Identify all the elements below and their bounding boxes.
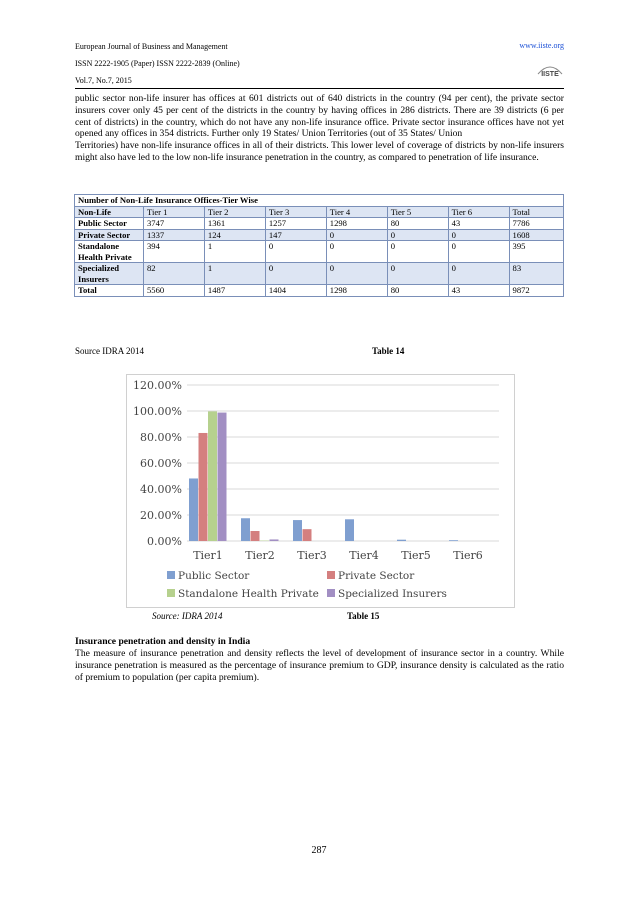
journal-title: European Journal of Business and Management — [75, 42, 228, 51]
table-cell: 1337 — [144, 229, 205, 241]
y-tick-label: 0.00% — [147, 535, 182, 548]
table-cell: 5560 — [144, 285, 205, 297]
table-header-cell: Non-Life — [75, 206, 144, 218]
table-header-cell: Tier 6 — [448, 206, 509, 218]
x-tick-label: Tier5 — [401, 549, 431, 562]
table-header-cell: Tier 5 — [387, 206, 448, 218]
table-14-source: Source IDRA 2014 — [75, 346, 144, 356]
table-row — [75, 263, 564, 285]
chart-source: Source: IDRA 2014 — [152, 611, 223, 621]
table-cell: 0 — [448, 229, 509, 241]
row-label: Standalone Health Private — [75, 241, 144, 263]
table-cell: 9872 — [509, 285, 563, 297]
table-cell: 0 — [265, 241, 326, 263]
table-cell: 80 — [387, 218, 448, 230]
journal-volume: Vol.7, No.7, 2015 — [75, 76, 132, 85]
header-rule — [75, 88, 564, 89]
journal-header — [75, 41, 240, 87]
table-cell: 0 — [387, 229, 448, 241]
x-tick-label: Tier6 — [453, 549, 483, 562]
table-row-total — [75, 285, 564, 297]
bar — [270, 539, 279, 541]
table-cell: 1 — [204, 241, 265, 263]
logo-text: IISTE — [541, 71, 559, 78]
table-cell: 82 — [144, 263, 205, 285]
bar — [208, 411, 217, 541]
y-tick-label: 80.00% — [140, 431, 182, 444]
y-tick-label: 60.00% — [140, 457, 182, 470]
table-row — [75, 241, 564, 263]
x-tick-label: Tier1 — [193, 549, 223, 562]
table-cell: 1298 — [326, 218, 387, 230]
section-body: The measure of insurance penetration and density reflects the level of development of insurance sector in a country. While insurance penetration is measured as the percentage of insurance premium to GDP, insurance density is calculated as the ratio of premium to population (per capita premium). — [75, 648, 564, 683]
table-cell: 124 — [204, 229, 265, 241]
legend-swatch — [327, 571, 335, 579]
legend-swatch — [167, 571, 175, 579]
table-cell: 395 — [509, 241, 563, 263]
table-cell: 0 — [326, 263, 387, 285]
iiste-logo — [536, 60, 564, 78]
table-cell: 83 — [509, 263, 563, 285]
section-heading: Insurance penetration and density in India — [75, 636, 251, 647]
page-number: 287 — [311, 845, 327, 856]
y-tick-label: 20.00% — [140, 509, 182, 522]
legend-swatch — [327, 589, 335, 597]
table-cell: 0 — [326, 229, 387, 241]
table-title: Number of Non-Life Insurance Offices-Tier Wise — [75, 195, 564, 207]
chart-caption: Table 15 — [347, 611, 380, 621]
table-cell: 0 — [448, 263, 509, 285]
table-cell: 147 — [265, 229, 326, 241]
journal-url-link[interactable]: www.iiste.org — [519, 41, 564, 50]
table-cell: 43 — [448, 218, 509, 230]
table-cell: 1361 — [204, 218, 265, 230]
bar — [251, 531, 260, 541]
row-label: Public Sector — [75, 218, 144, 230]
table-row — [75, 218, 564, 230]
bar — [218, 413, 227, 541]
legend-label: Private Sector — [338, 570, 415, 582]
table-14-caption: Table 14 — [372, 346, 405, 356]
table-cell: 0 — [387, 241, 448, 263]
table-cell: 7786 — [509, 218, 563, 230]
bar — [397, 540, 406, 541]
table-cell: 0 — [326, 241, 387, 263]
bar — [189, 478, 198, 541]
table-cell: 1298 — [326, 285, 387, 297]
legend-label: Public Sector — [178, 570, 250, 582]
y-tick-label: 40.00% — [140, 483, 182, 496]
table-cell: 0 — [448, 241, 509, 263]
bar — [449, 540, 458, 541]
y-tick-label: 120.00% — [133, 379, 182, 392]
bar — [345, 519, 354, 541]
journal-issn: ISSN 2222-1905 (Paper) ISSN 2222-2839 (Online) — [75, 59, 240, 68]
table-header-cell: Tier 1 — [144, 206, 205, 218]
bar — [293, 520, 302, 541]
chart-frame — [126, 374, 515, 608]
table-cell: 1487 — [204, 285, 265, 297]
x-tick-label: Tier2 — [245, 549, 275, 562]
table-cell: 1 — [204, 263, 265, 285]
intro-text — [75, 93, 564, 164]
y-tick-label: 100.00% — [133, 405, 182, 418]
bar-chart — [127, 375, 514, 607]
x-tick-label: Tier4 — [349, 549, 379, 562]
row-label: Private Sector — [75, 229, 144, 241]
intro-paragraph-2: Territories) have non-life insurance offices in all of their districts. This lower level of coverage of districts by non-life insurers might also have led to the low non-life insurance penetration in the country, as compared to penetration of life insurance. — [75, 140, 564, 163]
table-header-cell: Tier 4 — [326, 206, 387, 218]
legend-label: Standalone Health Private — [178, 588, 319, 600]
table-cell: 3747 — [144, 218, 205, 230]
table-cell: 43 — [448, 285, 509, 297]
intro-paragraph-1: public sector non-life insurer has offices at 601 districts out of 640 districts in the country (94 per cent), the private sector insurers cover only 45 per cent of the districts in the country by having offices in 286 districts. There are 39 districts (6 per cent of districts) in the country, which do not have any non-life insurance office. Private sector insurance offices have not yet opened any offices in 354 districts. Further only 19 States/ Union Territories (out of 35 States/ Union — [75, 93, 564, 140]
table-cell: 1257 — [265, 218, 326, 230]
row-label: Specialized Insurers — [75, 263, 144, 285]
x-tick-label: Tier3 — [297, 549, 327, 562]
bar — [241, 518, 250, 541]
table-header-cell: Tier 3 — [265, 206, 326, 218]
table-row — [75, 229, 564, 241]
table-cell: 0 — [387, 263, 448, 285]
table-cell: 1404 — [265, 285, 326, 297]
table-14 — [74, 194, 564, 297]
row-label: Total — [75, 285, 144, 297]
table-header-cell: Tier 2 — [204, 206, 265, 218]
bar — [303, 529, 312, 541]
table-cell: 0 — [265, 263, 326, 285]
table-cell: 1608 — [509, 229, 563, 241]
table-header-cell: Total — [509, 206, 563, 218]
legend-label: Specialized Insurers — [338, 588, 447, 600]
table-cell: 80 — [387, 285, 448, 297]
bar — [199, 433, 208, 541]
table-cell: 394 — [144, 241, 205, 263]
table-header-row — [75, 206, 564, 218]
legend-swatch — [167, 589, 175, 597]
